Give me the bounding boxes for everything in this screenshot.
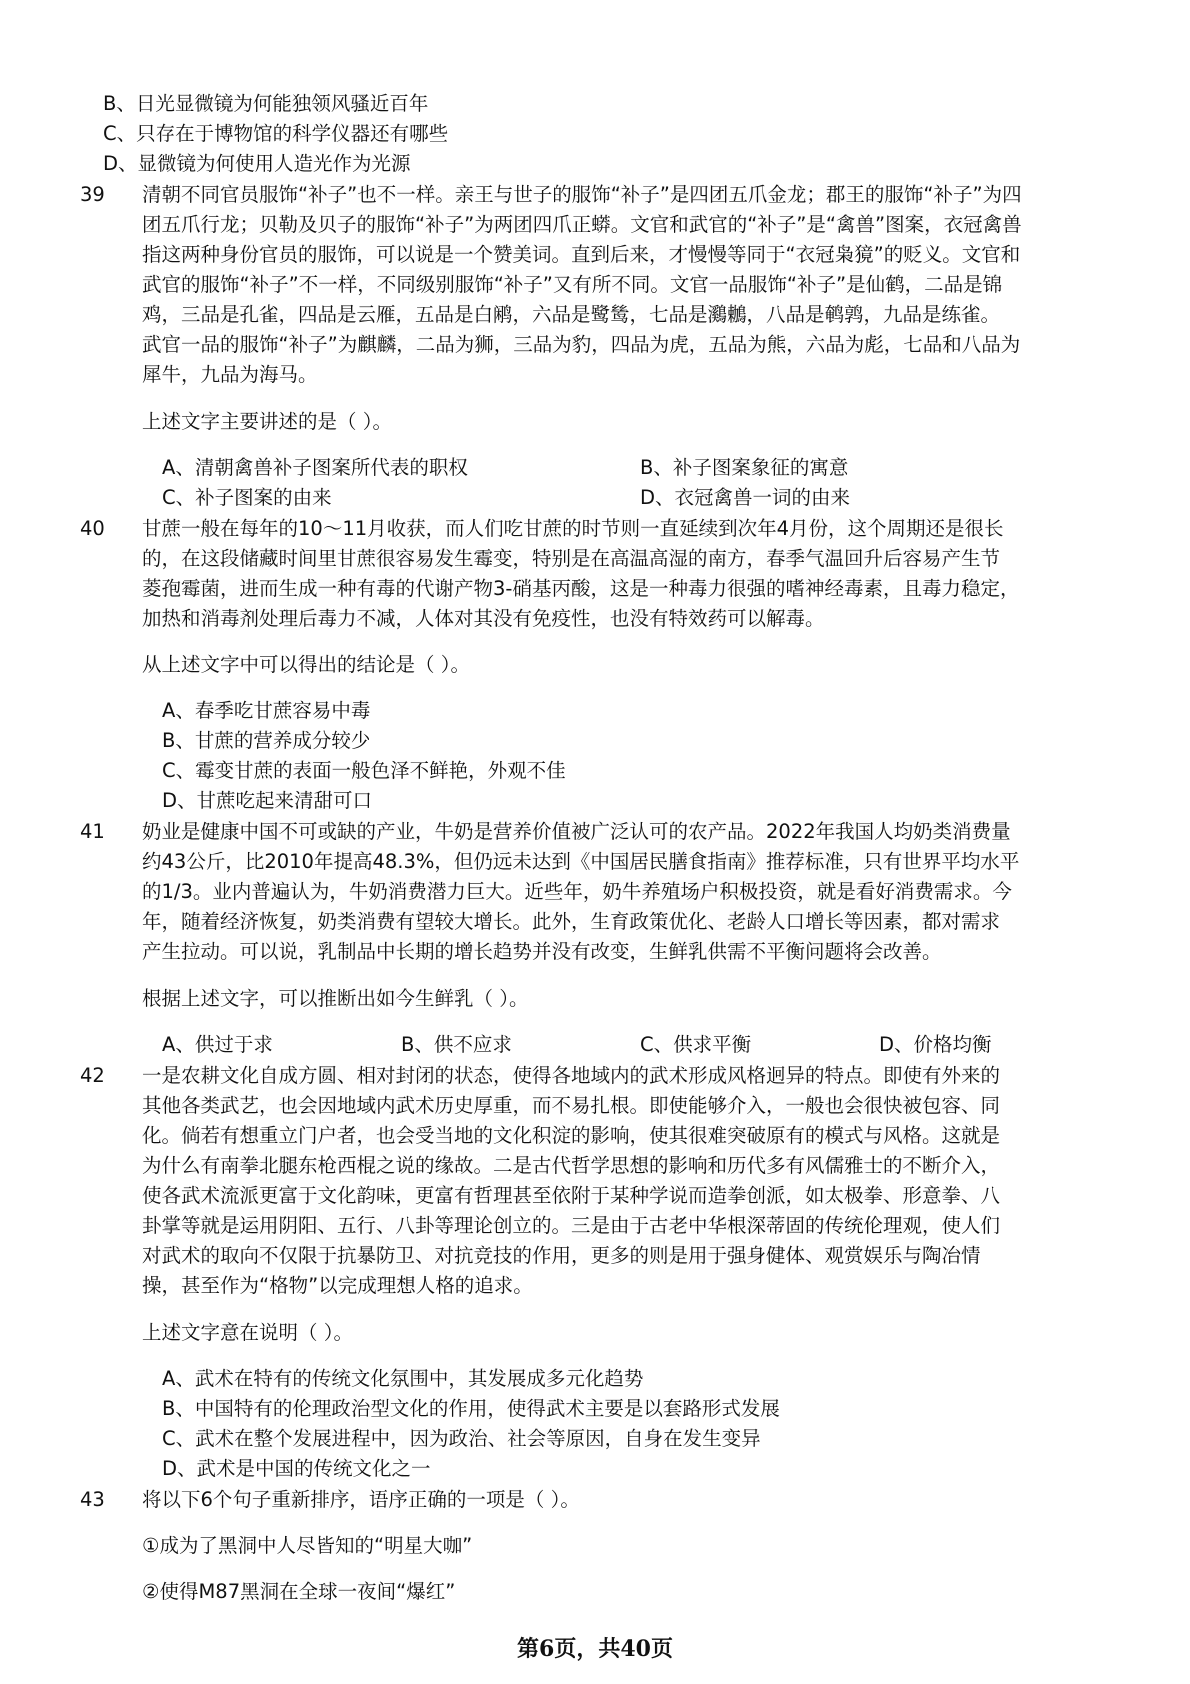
q41-option-a[interactable]: A、供过于求 (162, 1033, 273, 1056)
q39-line: 武官的服饰“补子”不一样，不同级别服饰“补子”又有所不同。文官一品服饰“补子”是仙鹤，二品是锦 (142, 273, 1003, 296)
q39-line: 指这两种身份官员的服饰，可以说是一个赞美词。直到后来，才慢慢等同于“衣冠枭獍”的贬义。文官和 (142, 243, 1021, 266)
q42-line: 操，甚至作为“格物”以完成理想人格的追求。 (142, 1274, 533, 1297)
q40-line: 菱孢霉菌，进而生成一种有毒的代谢产物3-硝基丙酸，这是一种毒力很强的嗜神经毒素，且毒力稳定， (142, 577, 1020, 600)
q39-line: 武官一品的服饰“补子”为麒麟，二品为狮，三品为豹，四品为虎，五品为熊，六品为彪，七品和八品为 (142, 333, 1021, 356)
q42-line: 其他各类武艺，也会因地域内武术历史厚重，而不易扎根。即使能够介入，一般也会很快被包容、同 (142, 1094, 1001, 1117)
q42-line: 使各武术流派更富于文化韵味，更富有哲理甚至依附于某种学说而造拳创派，如太极拳、形意拳、八 (142, 1184, 1001, 1207)
q41-option-c[interactable]: C、供求平衡 (640, 1033, 752, 1056)
q42-line: 卦掌等就是运用阴阳、五行、八卦等理论创立的。三是由于古老中华根深蒂固的传统伦理观，使人们 (142, 1214, 1001, 1237)
question-number-39: 39 (80, 183, 105, 206)
question-number-41: 41 (80, 820, 105, 843)
q39-line: 犀牛，九品为海马。 (142, 363, 318, 386)
q41-line: 年，随着经济恢复，奶类消费有望较大增长。此外，生育政策优化、老龄人口增长等因素，都对需求 (142, 910, 1001, 933)
q39-option-d[interactable]: D、衣冠禽兽一词的由来 (640, 486, 851, 509)
q41-option-b[interactable]: B、供不应求 (401, 1033, 512, 1056)
q40-line: 加热和消毒剂处理后毒力不减，人体对其没有免疫性，也没有特效药可以解毒。 (142, 607, 825, 630)
q39-option-c[interactable]: C、补子图案的由来 (162, 486, 332, 509)
q43-item-2: ②使得M87黑洞在全球一夜间“爆红” (142, 1580, 456, 1603)
q41-option-d[interactable]: D、价格均衡 (879, 1033, 992, 1056)
q42-line: 一是农耕文化自成方圆、相对封闭的状态，使得各地域内的武术形成风格迥异的特点。即使有外来的 (142, 1064, 1001, 1087)
q41-line: 奶业是健康中国不可或缺的产业，牛奶是营养价值被广泛认可的农产品。2022年我国人均奶类消费量 (142, 820, 1011, 843)
q39-line: 清朝不同官员服饰“补子”也不一样。亲王与世子的服饰“补子”是四团五爪金龙；郡王的服饰“补子”为四 (142, 183, 1022, 206)
q41-line: 约43公斤，比2010年提高48.3%，但仍远未达到《中国居民膳食指南》推荐标准，只有世界平均水平 (142, 850, 1020, 873)
question-number-42: 42 (80, 1064, 105, 1087)
page-footer: 第6页，共40页 (517, 1636, 673, 1662)
q40-option-b[interactable]: B、甘蔗的营养成分较少 (162, 729, 371, 752)
q41-prompt: 根据上述文字，可以推断出如今生鲜乳（ ）。 (142, 987, 529, 1010)
q40-line: 甘蔗一般在每年的10～11月收获，而人们吃甘蔗的时节则一直延续到次年4月份，这个周期还是很长 (142, 517, 1004, 540)
q40-prompt: 从上述文字中可以得出的结论是（ ）。 (142, 653, 470, 676)
q42-line: 化。倘若有想重立门户者，也会受当地的文化积淀的影响，使其很难突破原有的模式与风格。这就是 (142, 1124, 1001, 1147)
q39-line: 团五爪行龙；贝勒及贝子的服饰“补子”为两团四爪正蟒。文官和武官的“补子”是“禽兽”图案，衣冠禽兽 (142, 213, 1022, 236)
q43-stem: 将以下6个句子重新排序，语序正确的一项是（ ）。 (142, 1488, 580, 1511)
q42-line: 为什么有南拳北腿东枪西棍之说的缘故。二是古代哲学思想的影响和历代多有风儒雅士的不断介入， (142, 1154, 1001, 1177)
q39-option-a[interactable]: A、清朝禽兽补子图案所代表的职权 (162, 456, 468, 479)
question-number-40: 40 (80, 517, 105, 540)
prev-option-b: B、日光显微镜为何能独领风骚近百年 (103, 92, 429, 115)
prev-option-d: D、显微镜为何使用人造光作为光源 (103, 152, 411, 175)
q42-option-b[interactable]: B、中国特有的伦理政治型文化的作用，使得武术主要是以套路形式发展 (162, 1397, 780, 1420)
prev-option-c: C、只存在于博物馆的科学仪器还有哪些 (103, 122, 449, 145)
question-number-43: 43 (80, 1488, 105, 1511)
q40-option-d[interactable]: D、甘蔗吃起来清甜可口 (162, 789, 373, 812)
q42-option-d[interactable]: D、武术是中国的传统文化之一 (162, 1457, 431, 1480)
q41-line: 产生拉动。可以说，乳制品中长期的增长趋势并没有改变，生鲜乳供需不平衡问题将会改善。 (142, 940, 942, 963)
q42-prompt: 上述文字意在说明（ ）。 (142, 1321, 353, 1344)
q40-option-c[interactable]: C、霉变甘蔗的表面一般色泽不鲜艳，外观不佳 (162, 759, 566, 782)
q42-option-c[interactable]: C、武术在整个发展进程中，因为政治、社会等原因，自身在发生变异 (162, 1427, 761, 1450)
q42-line: 对武术的取向不仅限于抗暴防卫、对抗竞技的作用，更多的则是用于强身健体、观赏娱乐与陶冶情 (142, 1244, 981, 1267)
q42-option-a[interactable]: A、武术在特有的传统文化氛围中，其发展成多元化趋势 (162, 1367, 644, 1390)
q41-line: 的1/3。业内普遍认为，牛奶消费潜力巨大。近些年，奶牛养殖场户积极投资，就是看好消费需求。今 (142, 880, 1012, 903)
q40-line: 的，在这段储藏时间里甘蔗很容易发生霉变，特别是在高温高湿的南方，春季气温回升后容易产生节 (142, 547, 1001, 570)
q39-option-b[interactable]: B、补子图案象征的寓意 (640, 456, 849, 479)
q39-line: 鸡，三品是孔雀，四品是云雁，五品是白鹇，六品是鹭鸶，七品是鸂鶒，八品是鹌鹑，九品是练雀。 (142, 303, 1001, 326)
q39-prompt: 上述文字主要讲述的是（ ）。 (142, 410, 392, 433)
q40-option-a[interactable]: A、春季吃甘蔗容易中毒 (162, 699, 371, 722)
q43-item-1: ①成为了黑洞中人尽皆知的“明星大咖” (142, 1534, 473, 1557)
